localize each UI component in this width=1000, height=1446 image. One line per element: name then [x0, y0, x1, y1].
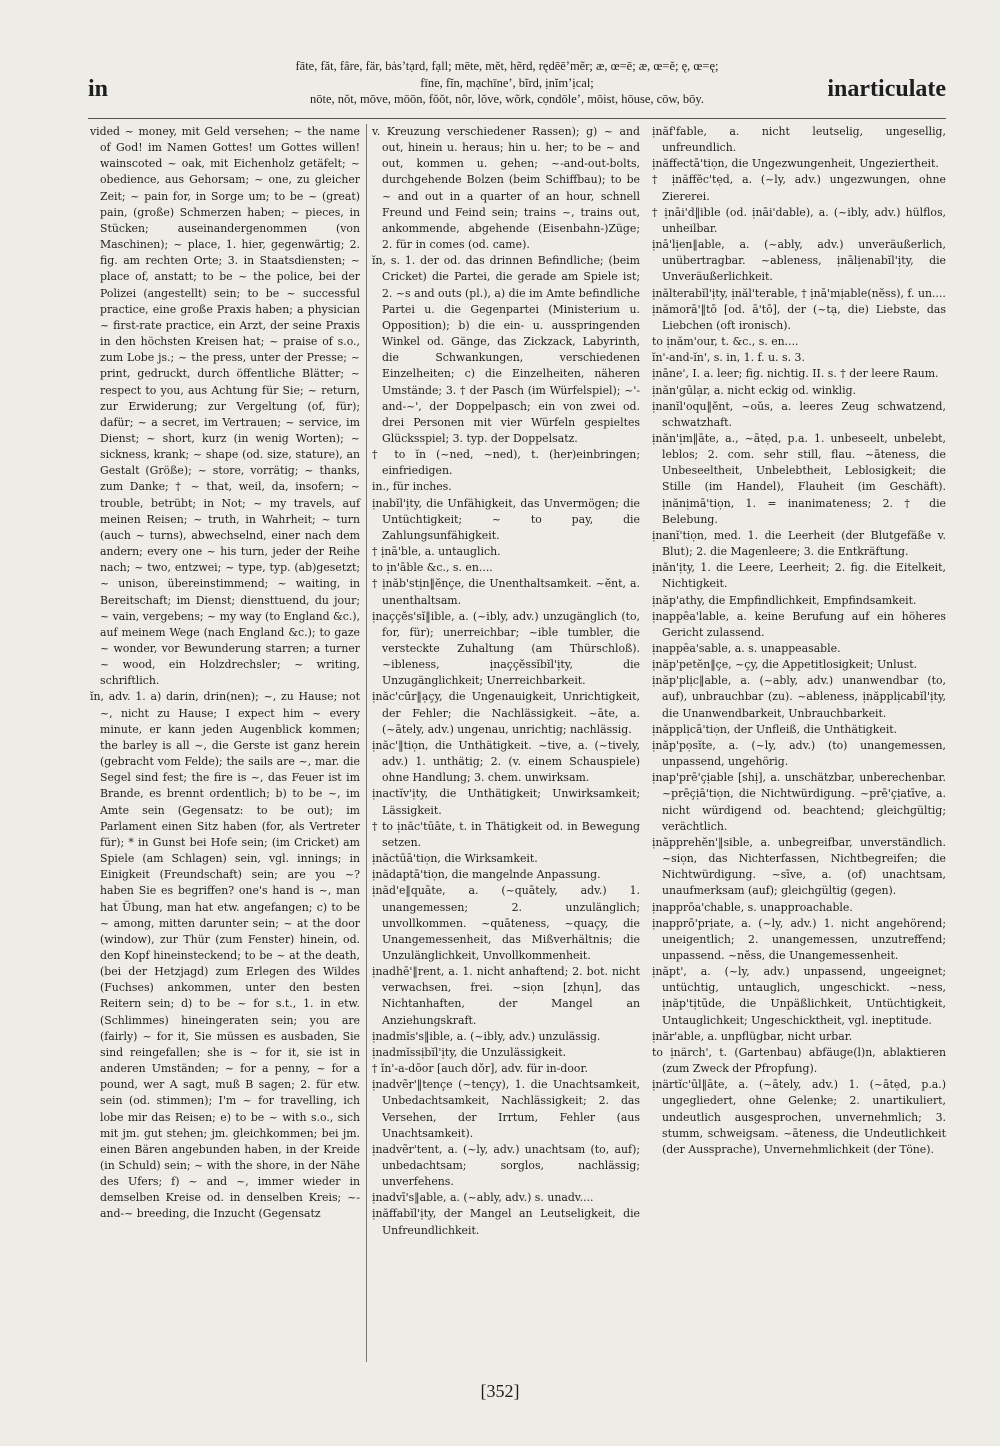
column-left — [90, 124, 360, 1223]
dictionary-entry: † to ịnăc'tūāte, t. in Thätigkeit od. in Bewegung setzen. — [372, 819, 640, 849]
dictionary-entry: ịnăpplịcā'tiọn, der Unfleiß, die Unthätigkeit. — [652, 722, 898, 736]
dictionary-entry: ịnăr'able, a. unpflügbar, nicht urbar. — [652, 1029, 853, 1043]
dictionary-entry: ịnăn'ịty, 1. die Leere, Leerheit; 2. fig. die Eitelkeit, Nichtigkeit. — [652, 561, 946, 591]
dictionary-entry: ịnăffabĭl'ịty, der Mangel an Leutseligkeit, die Unfreundlichkeit. — [372, 1207, 640, 1237]
dictionary-entry: ịnăd'e‖quāte, a. (~quātely, adv.) 1. unangemessen; 2. unzulänglich; unvollkommen. ~quāteness, ~quaçy, die Unangemessenheit, das Mißverhältnis; die Unzulänglichkeit, Unvollkommenheit. — [372, 884, 640, 962]
dictionary-entry: ịnapprō'prịate, a. (~ly, adv.) 1. nicht angehörend; uneigentlich; 2. unangemessen, unzutreffend; unpassend. ~nĕss, die Unangemessenheit. — [652, 916, 946, 962]
dictionary-entry: ịnăf'fable, a. nicht leutselig, ungesellig, unfreundlich. — [652, 125, 946, 155]
dictionary-entry: ịnădaptā'tiọn, die mangelnde Anpassung. — [372, 868, 601, 882]
dictionary-entry: † to ĭn (~ned, ~ned), t. (her)einbringen; einfriedigen. — [372, 448, 640, 478]
dictionary-entry: ịnăctūā'tiọn, die Wirksamkeit. — [372, 852, 538, 866]
dictionary-entry: ĭn, s. 1. der od. das drinnen Befindliche; (beim Cricket) die Partei, die gerade am Spiele ist; 2. ~s and outs (pl.), a) die im Amte befindliche Partei u. die Gegenpartei (Ministerium u. Opposition); b) die ein- u. ausspringenden Winkel od. Gänge, das Zickzack, Labyrinth, die Schwankungen, verschiedenen Einzelheiten; c) die Einzelheiten, näheren Umstände; 3. † der Pasch (im Würfelspiel); ~'-and-~', der Doppelpasch; ein von zwei od. drei Personen mit vier Würfeln gespieltes Glücksspiel; 3. typ. der Doppelsatz. — [372, 254, 640, 445]
dictionary-entry: ịnadvẽr'tent, a. (~ly, adv.) unachtsam (to, auf); unbedachtsam; sorglos, nachlässig; unverfehens. — [372, 1142, 640, 1189]
dictionary-entry: ịnălterabĭl'ịty, ịnăl'terable, † ịnā'mịable(nĕss), f. un.... — [652, 286, 946, 300]
dictionary-entry: ĭn'-and-ĭn', s. in, 1. f. u. s. 3. — [652, 351, 805, 365]
dictionary-entry: ịnā'lịen‖able, a. (~ably, adv.) unveräußerlich, unübertragbar. ~ableness, ịnālịenabĭl'ịty, die Unveräußerlichkeit. — [652, 238, 946, 284]
dictionary-entry: † ịnāi'd‖ible (od. ịnāi'dable), a. (~ibly, adv.) hülflos, unheilbar. — [652, 205, 946, 235]
dictionary-entry: ịnanĭ'tiọn, med. 1. die Leerheit (der Blutgefäße v. Blut); 2. die Magenleere; 3. die Entkräftung. — [652, 528, 946, 559]
dictionary-entry: ịnăc'cūr‖ạçy, die Ungenauigkeit, Unrichtigkeit, der Fehler; die Nachlässigkeit. ~āte, a. (~ātely, adv.) ungenau, unrichtig; nachlässig. — [372, 690, 640, 736]
dictionary-entry: ịnăp'pọsĭte, a. (~ly, adv.) (to) unangemessen, unpassend, ungehörig. — [652, 738, 946, 769]
dictionary-entry: ịnăc'‖tiọn, die Unthätigkeit. ~tive, a. (~tively, adv.) 1. unthätig; 2. (v. einem Schauspiele) ohne Handlung; 3. chem. unwirksam. — [372, 738, 640, 785]
dictionary-entry: ịnăp'petĕn‖çe, ~çy, die Appetitlosigkeit; Unlust. — [652, 658, 918, 672]
dictionary-entry: ịnapprōa'chable, s. unapproachable. — [652, 900, 853, 914]
dictionary-entry: ịnăn'ịm‖āte, a., ~ātẹd, p.a. 1. unbeseelt, unbelebt, leblos; 2. com. sehr still, flau. ~āteness, die Unbeseeltheit, Unbelebtheit, Leblosigkeit; die Stille (im Handel), Flauheit (im Geschäft). ịnănịmā'tiọn, 1. = inanimateness; 2. † die Belebung. — [652, 431, 946, 526]
dictionary-entry: ịnadvī's‖able, a. (~ably, adv.) s. unadv.... — [372, 1191, 594, 1205]
pronunciation-key-line: nōte, nŏt, mōve, mōōn, fŏŏt, nôr, lŏve, wõrk, cọndōle’, mōist, hōuse, cōw, bōy. — [309, 92, 704, 106]
dictionary-entry: ịnadmĭssịbĭl'ịty, die Unzulässigkeit. — [372, 1045, 567, 1059]
dictionary-entry: ịnanĭl'oqu‖ĕnt, ~oŭs, a. leeres Zeug schwatzend, schwatzhaft. — [652, 399, 946, 429]
dictionary-entry: ịnăffectā'tiọn, die Ungezwungenheit, Ungeziertheit. — [652, 157, 939, 171]
dictionary-entry: ĭn, adv. 1. a) darin, drin(nen); ~, zu Hause; not ~, nicht zu Hause; I expect him ~ every minute, er kann jeden Augenblick kommen; the barley is all ~, die Gerste ist ganz herein (gebracht vom Felde); the sails are ~, mar. die Segel sind fest; the fire is ~, das Feuer ist im Brande, es brennt ordentlich; b) to be ~, im Amte sein (Gegensatz: to be out); im Parlament einen Sitz haben (for, als Vertreter für); * in Gunst bei Hofe sein; (im Cricket) am Spiele (am Schlagen) sein, vgl. innings; in Einigkeit (Freundschaft) sein; are you ~? haben Sie es begriffen? one's hand is ~, man hat Übung, man hat etw. angefangen; c) to be ~ among, mitten darunter sein; ~ at the door (window), zur Thür (zum Fenster) hinein, od. den Kopf hineinsteckend; to be ~ at the death, (bei der Hetzjagd) zum Erlegen des Wildes (Fuchses) ankommen, unter den besten Reitern sein; d) to be ~ for s.t., 1. in etw. (Schlimmes) hineingeraten sein; you are (fairly) ~ for it, Sie müssen es ausbaden, Sie sind reingefallen; she is ~ for it, sie ist in anderen Umständen; ~ for a penny, ~ for a pound, wer A sagt, muß B sagen; 2. für etw. sein (od. stimmen); I'm ~ for travelling, ich lobe mir das Reisen; e) to be ~ with s.o., sich mit jm. gut stehen; jm. gleichkommen; bei jm. einen Bären angebunden haben, in der Kreide (in Schuld) sein; ~ with the shore, in der Nähe des Ufers; f) ~ and ~, immer wieder in demselben Kreise od. in denselben Kreis; ~-and-~ breeding, die Inzucht (Gegensatz — [90, 690, 360, 1221]
dictionary-entry: ịnappēa'sable, a. s. unappeasable. — [652, 642, 841, 655]
guide-word-right: inarticulate — [827, 76, 946, 102]
dictionary-entry: ịnăpt', a. (~ly, adv.) unpassend, ungeeignet; untüchtig, untauglich, ungeschickt. ~ness, ịnăp'tịtūde, die Unpäßlichkeit, Untüchtigkeit, Untauglichkeit; Ungeschicktheit, vgl. ineptitude. — [652, 965, 946, 1027]
pronunciation-key — [238, 58, 776, 108]
dictionary-entry: † ĭn'-a-dōor [auch dŏr], adv. für in-door. — [372, 1062, 588, 1076]
pronunciation-key-line: fāte, făt, fâre, fär, bȧs’tạrd, fạll; mēte, mĕt, hẽrd, rędēē’mẽr; æ, œ=ē; æ, œ=ĕ; ę, œ=ę; — [295, 59, 719, 73]
dictionary-entry: ịnappēa'lable, a. keine Berufung auf ein höheres Gericht zulassend. — [652, 609, 946, 639]
dictionary-entry: v. Kreuzung verschiedener Rassen); g) ~ and out, hinein u. heraus; hin u. her; to be ~ and out, kommen u. gehen; ~-and-out-bolts, durchgehende Bolzen (beim Schiffbau); to be ~ and out in a quarter of an hour, schnell Freund und Feind sein; trains ~, trains out, ankommende, abgehende (Eisenbahn-)Züge; 2. für in comes (od. came). — [372, 125, 640, 252]
header-rule — [88, 118, 946, 119]
pronunciation-key-line: fīne, fĭn, mạchīne’, bĩrd, ịnĭm’ịcal; — [420, 75, 594, 90]
guide-word-left: in — [88, 76, 109, 102]
dictionary-entry: to ịnärch', t. (Gartenbau) abfäuge(l)n, ablaktieren (zum Zweck der Pfropfung). — [652, 1045, 946, 1076]
dictionary-entry: ịnăp'plịc‖able, a. (~ably, adv.) unanwendbar (to, auf), unbrauchbar (zu). ~ableness, ịnăpplịcabĭl'ịty, die Unanwendbarkeit, Unbrauchbarkeit. — [652, 674, 946, 720]
running-head — [88, 58, 946, 114]
dictionary-entry: ịnăp'athy, die Empfindlichkeit, Empfindsamkeit. — [652, 593, 917, 607]
column-divider — [366, 124, 367, 1362]
dictionary-entry: ịnap'prē'çịable [shị], a. unschätzbar, unberechenbar. ~prēçịā'tiọn, die Nichtwürdigung. ~prē'çịatīve, a. nicht würdigend od. beachtend; gleichgültig; verächtlich. — [652, 771, 946, 833]
column-right — [652, 124, 946, 1158]
dictionary-entry: vided ~ money, mit Geld versehen; ~ the name of God! im Namen Gottes! um Gottes willen! wainscoted ~ oak, mit Eichenholz getäfelt; ~ obedience, aus Gehorsam; ~ one, zu gleicher Zeit; ~ pain for, in Sorge um; to be ~ (great) pain, (große) Schmerzen haben; ~ pieces, in Stücken; auseinandergenommen (von Maschinen); ~ place, 1. hier, gegenwärtig; 2. fig. am rechten Orte; 3. in Staatsdiensten; ~ place of, anstatt; to be ~ the police, bei der Polizei (angestellt) sein; to be ~ successful practice, eine große Praxis haben; a physician ~ first-rate practice, ein Arzt, der seine Praxis in den höchsten Kreisen hat; ~ praise of s.o., zum Lobe js.; ~ the press, unter der Presse; ~ print, gedruckt, durch öffentliche Blätter; ~ respect to you, aus Achtung für Sie; ~ return, zur Erwiderung; zur Vergeltung (of, für); dafür; ~ a secret, im Vertrauen; ~ service, im Dienst; ~ short, kurz (in wenig Worten); ~ sickness, krank; ~ shape (od. size, stature), an Gestalt (Größe); ~ store, vorrätig; ~ thanks, zum Danke; † ~ that, weil, da, insofern; ~ trouble, betrübt; in Not; ~ my travels, auf meinen Reisen; ~ truth, in Wahrheit; ~ turn (auch ~ turns), abwechselnd, einer nach dem andern; every one ~ his turn, jeder der Reihe nach; ~ two, entzwei; ~ type, typ. (ab)gesetzt; ~ unison, übereinstimmend; ~ waiting, in Bereitschaft; im Dienst; diensttuend, du jour; ~ vain, vergebens; ~ my way (to England &c.), auf meinem Wege (nach England &c.); to gaze ~ wonder, vor Bewunderung starren; a turner ~ wood, ein Holzdrechsler; ~ writing, schriftlich. — [90, 125, 360, 688]
dictionary-entry: ịnadvẽr'‖tençe (~tençy), 1. die Unachtsamkeit, Unbedachtsamkeit, Nachlässigkeit; 2. das Versehen, der Irrtum, Fehler (aus Unachtsamkeit). — [372, 1078, 640, 1140]
dictionary-entry: to ịn'āble &c., s. en.... — [372, 561, 493, 575]
dictionary-entry: ịnabĭl'ịty, die Unfähigkeit, das Unvermögen; die Untüchtigkeit; ~ to pay, die Zahlungsunfähigkeit. — [372, 496, 640, 542]
dictionary-entry: ịnāne', I. a. leer; fig. nichtig. II. s. † der leere Raum. — [652, 367, 939, 381]
dictionary-entry: ịnadmĭs's‖ible, a. (~ibly, adv.) unzulässig. — [372, 1029, 601, 1043]
dictionary-entry: ịnăpprehĕn'‖sible, a. unbegreifbar, unverständlich. ~siọn, das Nichterfassen, Nichtbegreifen; die Nichtwürdigung. ~sīve, a. (of) unachtsam, unaufmerksam (auf); gleichgültig (gegen). — [652, 835, 946, 898]
dictionary-entry: ịnaççĕs'sĭ‖ible, a. (~ibly, adv.) unzugänglich (to, for, für); unerreichbar; ~ible tumbler, die versteckte Zuhaltung (am Thürschloß). ~ibleness, ịnaççĕssĭbĭl'ịty, die Unzugänglichkeit; Unerreichbarkeit. — [372, 609, 640, 688]
column-middle — [372, 124, 640, 1239]
dictionary-entry: ịnärtĭc'ūl‖āte, a. (~ātely, adv.) 1. (~ātẹd, p.a.) ungegliedert, ohne Gelenke; 2. unartikuliert, undeutlich ausgesprochen, unvernehmlich; 3. stumm, schweigsam. ~āteness, die Undeutlichkeit (der Aussprache), Unvernehmlichkeit (der Töne). — [652, 1078, 946, 1156]
dictionary-entry: † ịnăffĕc'tẹd, a. (~ly, adv.) ungezwungen, ohne Ziererei. — [652, 173, 946, 203]
dictionary-entry: to ịnăm'our, t. &c., s. en.... — [652, 335, 799, 349]
dictionary-entry: † ịnăb'stịn‖ĕnçe, die Unenthaltsamkeit. ~ĕnt, a. unenthaltsam. — [372, 577, 640, 607]
dictionary-entry: ịnăn'gūlạr, a. nicht eckig od. winklig. — [652, 383, 857, 397]
dictionary-entry: ịnămorā'‖tō [od. ā'tō], der (~tạ, die) Liebste, das Liebchen (oft ironisch). — [652, 302, 946, 332]
dictionary-entry: † ịnā'ble, a. untauglich. — [372, 545, 501, 559]
dictionary-entry: ịnadhē'‖rent, a. 1. nicht anhaftend; 2. bot. nicht verwachsen, frei. ~siọn [zhụn], das Nichtanhaften, der Mangel an Anziehungskraft. — [372, 965, 640, 1027]
page-number: [352] — [480, 1381, 520, 1401]
dictionary-entry: in., für inches. — [372, 480, 452, 494]
dictionary-entry: ịnactĭv'ịty, die Unthätigkeit; Unwirksamkeit; Lässigkeit. — [372, 787, 640, 817]
